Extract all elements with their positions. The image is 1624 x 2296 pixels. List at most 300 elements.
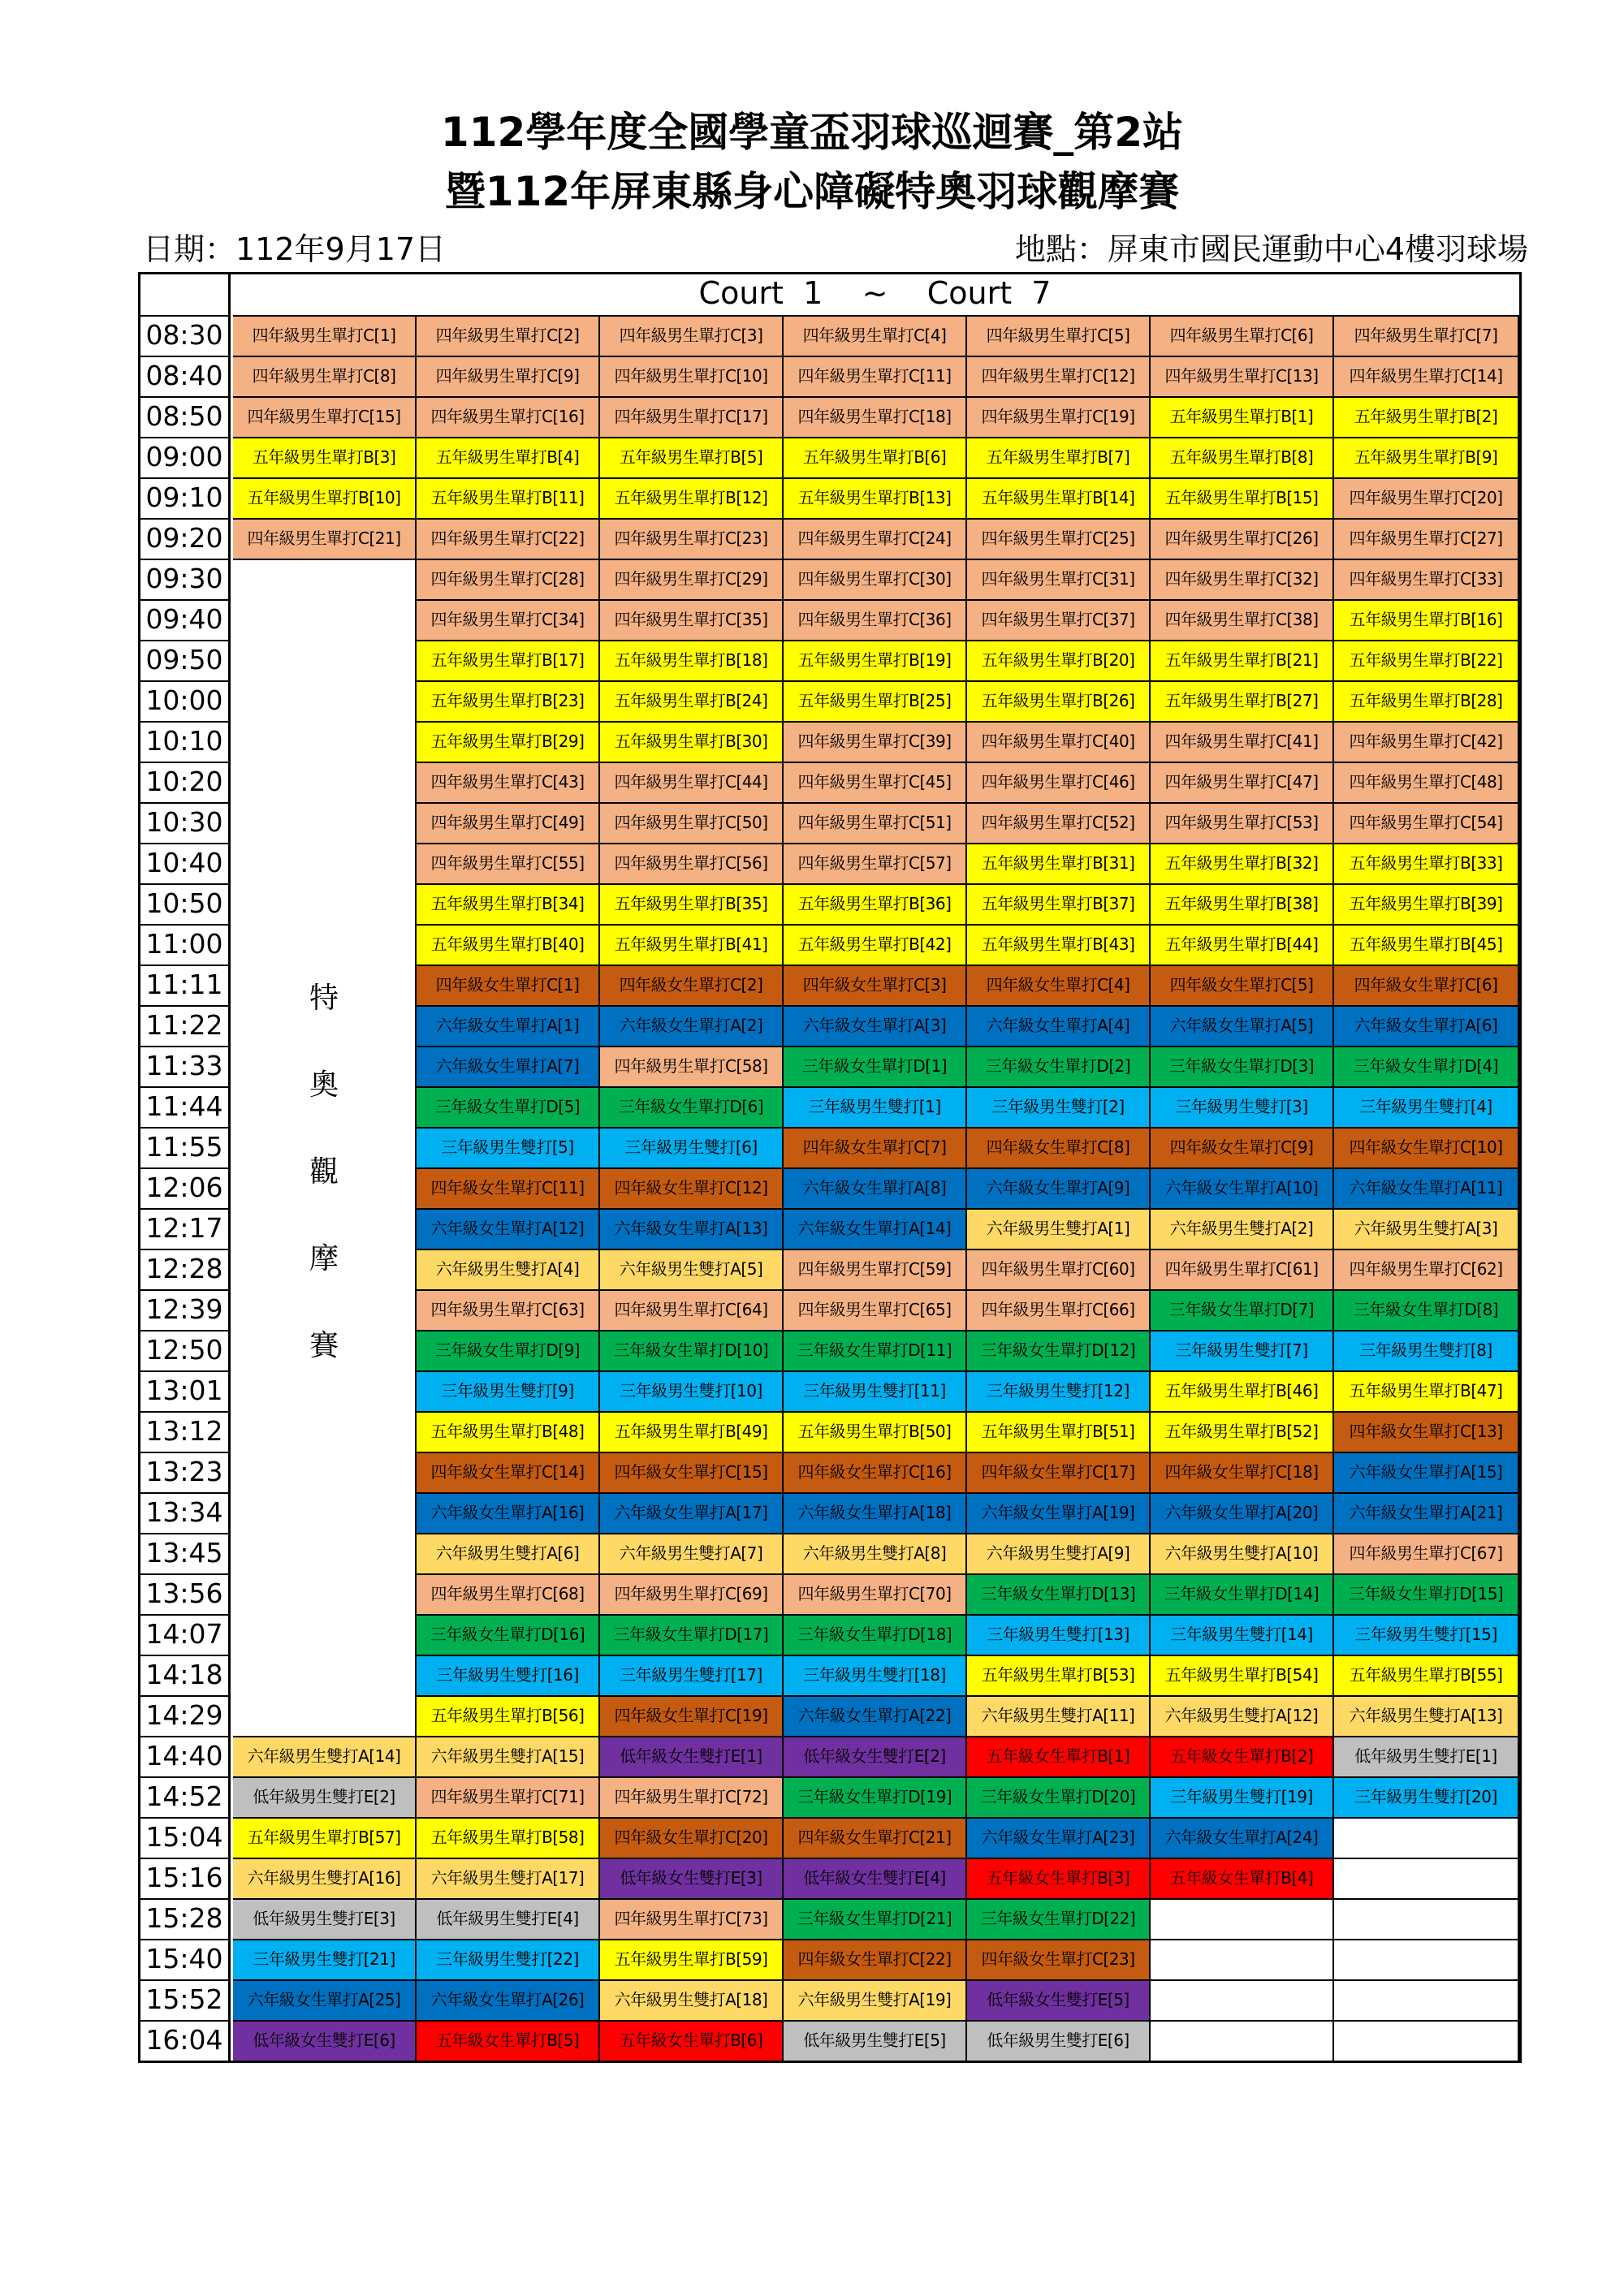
match-cell: 五年級男生單打B[10]: [233, 477, 417, 518]
match-cell: 四年級男生單打C[3]: [600, 315, 784, 356]
match-cell: 四年級男生單打C[29]: [600, 559, 784, 599]
match-cell: 五年級男生單打B[27]: [1151, 680, 1334, 721]
time-slot: 12:17: [140, 1208, 231, 1249]
time-slot: 14:52: [140, 1776, 231, 1817]
special-event-char: 摩: [309, 1242, 339, 1275]
match-cell: 四年級男生單打C[64]: [600, 1289, 784, 1330]
match-cell: 四年級男生單打C[55]: [417, 843, 600, 883]
match-cell: 六年級男生雙打A[14]: [233, 1736, 417, 1776]
match-cell: 五年級男生單打B[18]: [600, 640, 784, 680]
match-cell: 三年級男生雙打[1]: [784, 1086, 967, 1127]
match-cell: 五年級男生單打B[49]: [600, 1411, 784, 1452]
match-cell: 六年級女生單打A[13]: [600, 1208, 784, 1249]
match-cell: 五年級男生單打B[55]: [1334, 1655, 1519, 1695]
match-cell: 六年級男生雙打A[4]: [417, 1249, 600, 1289]
match-cell: 五年級女生單打B[5]: [417, 2020, 600, 2061]
match-cell: 四年級女生單打C[2]: [600, 965, 784, 1005]
special-event-char: 特: [309, 982, 339, 1015]
match-cell: 六年級女生單打A[11]: [1334, 1167, 1519, 1208]
match-cell: 三年級男生雙打[12]: [967, 1370, 1151, 1411]
match-cell: 六年級女生單打A[24]: [1151, 1817, 1334, 1858]
match-cell: 六年級女生單打A[5]: [1151, 1005, 1334, 1046]
match-cell: 四年級男生單打C[10]: [600, 356, 784, 396]
match-cell: 五年級男生單打B[11]: [417, 477, 600, 518]
time-slot: 08:40: [140, 356, 231, 396]
match-cell: 四年級男生單打C[50]: [600, 802, 784, 843]
match-cell: 四年級男生單打C[68]: [417, 1573, 600, 1614]
time-slot: 13:23: [140, 1452, 231, 1492]
match-cell: 五年級女生單打B[4]: [1151, 1858, 1334, 1898]
match-cell: 五年級男生單打B[23]: [417, 680, 600, 721]
match-cell: 三年級男生雙打[3]: [1151, 1086, 1334, 1127]
match-cell: 四年級女生單打C[5]: [1151, 965, 1334, 1005]
match-cell: 五年級女生單打B[2]: [1151, 1736, 1334, 1776]
match-cell: 低年級女生雙打E[1]: [600, 1736, 784, 1776]
match-cell: 四年級男生單打C[45]: [784, 762, 967, 802]
match-cell: 六年級女生單打A[17]: [600, 1492, 784, 1533]
match-cell: 三年級男生雙打[2]: [967, 1086, 1151, 1127]
match-cell: 三年級女生單打D[12]: [967, 1330, 1151, 1370]
match-cell: 三年級男生雙打[19]: [1151, 1776, 1334, 1817]
match-cell: 低年級男生雙打E[2]: [233, 1776, 417, 1817]
match-cell: 三年級男生雙打[15]: [1334, 1614, 1519, 1655]
match-cell: 四年級男生單打C[56]: [600, 843, 784, 883]
time-slot: 11:44: [140, 1086, 231, 1127]
match-cell: 四年級女生單打C[14]: [417, 1452, 600, 1492]
time-slot: 13:45: [140, 1533, 231, 1573]
match-cell: 六年級男生雙打A[2]: [1151, 1208, 1334, 1249]
time-slot: 13:34: [140, 1492, 231, 1533]
match-cell: 四年級男生單打C[72]: [600, 1776, 784, 1817]
match-cell: 六年級男生雙打A[7]: [600, 1533, 784, 1573]
match-cell: 三年級女生單打D[13]: [967, 1573, 1151, 1614]
match-cell: 六年級女生單打A[4]: [967, 1005, 1151, 1046]
match-cell: 四年級女生單打C[12]: [600, 1167, 784, 1208]
match-cell: 六年級男生雙打A[3]: [1334, 1208, 1519, 1249]
match-cell: 六年級女生單打A[23]: [967, 1817, 1151, 1858]
match-cell: 六年級女生單打A[15]: [1334, 1452, 1519, 1492]
match-cell: 四年級男生單打C[60]: [967, 1249, 1151, 1289]
time-slot: 09:50: [140, 640, 231, 680]
match-cell: 四年級女生單打C[15]: [600, 1452, 784, 1492]
match-cell: 六年級女生單打A[1]: [417, 1005, 600, 1046]
time-slot: 11:22: [140, 1005, 231, 1046]
court-header-row: [140, 274, 1519, 315]
match-cell: 低年級女生雙打E[5]: [967, 1979, 1151, 2020]
match-cell: 六年級男生雙打A[10]: [1151, 1533, 1334, 1573]
match-cell: 五年級男生單打B[35]: [600, 883, 784, 924]
match-cell: 四年級男生單打C[46]: [967, 762, 1151, 802]
time-slot: 09:00: [140, 437, 231, 477]
match-cell: 四年級男生單打C[34]: [417, 599, 600, 640]
match-cell: 四年級男生單打C[36]: [784, 599, 967, 640]
time-slot: 15:28: [140, 1898, 231, 1939]
match-cell: 六年級男生雙打A[15]: [417, 1736, 600, 1776]
time-slot: 10:50: [140, 883, 231, 924]
match-cell: 四年級男生單打C[35]: [600, 599, 784, 640]
match-cell: 四年級女生單打C[23]: [967, 1939, 1151, 1979]
match-cell: 三年級男生雙打[17]: [600, 1655, 784, 1695]
match-cell: 三年級男生雙打[4]: [1334, 1086, 1519, 1127]
match-cell: 四年級女生單打C[16]: [784, 1452, 967, 1492]
time-slot: 09:10: [140, 477, 231, 518]
time-slot: 10:20: [140, 762, 231, 802]
match-cell: 五年級男生單打B[22]: [1334, 640, 1519, 680]
match-cell: 六年級女生單打A[8]: [784, 1167, 967, 1208]
time-slot: 09:20: [140, 518, 231, 559]
match-cell: 六年級男生雙打A[1]: [967, 1208, 1151, 1249]
match-cell: 四年級男生單打C[2]: [417, 315, 600, 356]
time-slot: 14:07: [140, 1614, 231, 1655]
match-cell: 四年級男生單打C[26]: [1151, 518, 1334, 559]
match-cell: 四年級男生單打C[61]: [1151, 1249, 1334, 1289]
match-cell: 五年級男生單打B[56]: [417, 1695, 600, 1736]
match-cell: 三年級女生單打D[18]: [784, 1614, 967, 1655]
match-cell: 六年級男生雙打A[12]: [1151, 1695, 1334, 1736]
match-cell: 六年級男生雙打A[17]: [417, 1858, 600, 1898]
court-header-blank: [140, 274, 231, 315]
match-cell: 三年級男生雙打[6]: [600, 1127, 784, 1167]
match-cell: 五年級男生單打B[34]: [417, 883, 600, 924]
match-cell: 五年級男生單打B[46]: [1151, 1370, 1334, 1411]
match-cell: 四年級男生單打C[44]: [600, 762, 784, 802]
match-cell: 五年級男生單打B[25]: [784, 680, 967, 721]
match-cell: 五年級男生單打B[21]: [1151, 640, 1334, 680]
match-cell: 四年級男生單打C[53]: [1151, 802, 1334, 843]
match-cell: 六年級女生單打A[6]: [1334, 1005, 1519, 1046]
empty-slot: [1151, 1898, 1334, 1939]
time-slot: 12:50: [140, 1330, 231, 1370]
empty-slot: [1334, 1817, 1519, 1858]
time-slot: 11:55: [140, 1127, 231, 1167]
match-cell: 五年級男生單打B[3]: [233, 437, 417, 477]
match-cell: 三年級男生雙打[9]: [417, 1370, 600, 1411]
special-event-char: 觀: [309, 1155, 339, 1189]
special-event-char: 賽: [309, 1329, 339, 1362]
empty-slot: [1334, 1898, 1519, 1939]
match-cell: 四年級男生單打C[23]: [600, 518, 784, 559]
match-cell: 四年級男生單打C[41]: [1151, 721, 1334, 762]
match-cell: 五年級男生單打B[7]: [967, 437, 1151, 477]
match-cell: 四年級男生單打C[58]: [600, 1046, 784, 1086]
match-cell: 低年級男生雙打E[3]: [233, 1898, 417, 1939]
match-cell: 六年級男生雙打A[8]: [784, 1533, 967, 1573]
match-cell: 五年級男生單打B[50]: [784, 1411, 967, 1452]
match-cell: 三年級男生雙打[10]: [600, 1370, 784, 1411]
special-event-block: [233, 559, 417, 1736]
time-slot: 11:33: [140, 1046, 231, 1086]
match-cell: 四年級男生單打C[7]: [1334, 315, 1519, 356]
match-cell: 四年級女生單打C[17]: [967, 1452, 1151, 1492]
time-slot: 10:10: [140, 721, 231, 762]
time-slot: 12:28: [140, 1249, 231, 1289]
time-slot: 10:30: [140, 802, 231, 843]
match-cell: 三年級男生雙打[8]: [1334, 1330, 1519, 1370]
time-slot: 14:40: [140, 1736, 231, 1776]
match-cell: 六年級女生單打A[2]: [600, 1005, 784, 1046]
match-cell: 六年級女生單打A[21]: [1334, 1492, 1519, 1533]
time-slot: 15:04: [140, 1817, 231, 1858]
match-cell: 六年級女生單打A[19]: [967, 1492, 1151, 1533]
time-slot: 10:40: [140, 843, 231, 883]
match-cell: 五年級男生單打B[57]: [233, 1817, 417, 1858]
time-slot: 13:12: [140, 1411, 231, 1452]
match-cell: 四年級男生單打C[13]: [1151, 356, 1334, 396]
match-cell: 四年級男生單打C[48]: [1334, 762, 1519, 802]
match-cell: 五年級女生單打B[1]: [967, 1736, 1151, 1776]
match-cell: 四年級男生單打C[57]: [784, 843, 967, 883]
match-cell: 五年級男生單打B[37]: [967, 883, 1151, 924]
match-cell: 六年級女生單打A[18]: [784, 1492, 967, 1533]
match-cell: 五年級女生單打B[3]: [967, 1858, 1151, 1898]
match-cell: 六年級男生雙打A[5]: [600, 1249, 784, 1289]
match-cell: 五年級男生單打B[44]: [1151, 924, 1334, 965]
match-cell: 三年級女生單打D[1]: [784, 1046, 967, 1086]
match-cell: 四年級女生單打C[8]: [967, 1127, 1151, 1167]
match-cell: 四年級男生單打C[31]: [967, 559, 1151, 599]
match-cell: 三年級女生單打D[2]: [967, 1046, 1151, 1086]
match-cell: 五年級男生單打B[53]: [967, 1655, 1151, 1695]
empty-slot: [1151, 1979, 1334, 2020]
match-cell: 三年級女生單打D[19]: [784, 1776, 967, 1817]
match-cell: 五年級男生單打B[12]: [600, 477, 784, 518]
match-cell: 五年級男生單打B[24]: [600, 680, 784, 721]
match-cell: 六年級女生單打A[16]: [417, 1492, 600, 1533]
match-cell: 三年級女生單打D[22]: [967, 1898, 1151, 1939]
empty-slot: [1334, 1979, 1519, 2020]
match-cell: 四年級男生單打C[63]: [417, 1289, 600, 1330]
match-cell: 六年級男生雙打A[11]: [967, 1695, 1151, 1736]
match-cell: 六年級女生單打A[14]: [784, 1208, 967, 1249]
match-cell: 三年級男生雙打[16]: [417, 1655, 600, 1695]
time-slot: 11:00: [140, 924, 231, 965]
match-cell: 四年級男生單打C[59]: [784, 1249, 967, 1289]
match-cell: 四年級男生單打C[18]: [784, 396, 967, 437]
match-cell: 六年級男生雙打A[9]: [967, 1533, 1151, 1573]
match-cell: 三年級女生單打D[16]: [417, 1614, 600, 1655]
match-cell: 六年級女生單打A[25]: [233, 1979, 417, 2020]
match-cell: 四年級女生單打C[11]: [417, 1167, 600, 1208]
match-cell: 四年級女生單打C[19]: [600, 1695, 784, 1736]
match-cell: 五年級男生單打B[28]: [1334, 680, 1519, 721]
match-cell: 四年級女生單打C[18]: [1151, 1452, 1334, 1492]
match-cell: 三年級男生雙打[13]: [967, 1614, 1151, 1655]
match-cell: 三年級男生雙打[11]: [784, 1370, 967, 1411]
match-cell: 五年級男生單打B[6]: [784, 437, 967, 477]
match-cell: 四年級男生單打C[69]: [600, 1573, 784, 1614]
match-cell: 四年級女生單打C[3]: [784, 965, 967, 1005]
match-cell: 四年級男生單打C[21]: [233, 518, 417, 559]
match-cell: 四年級女生單打C[7]: [784, 1127, 967, 1167]
match-cell: 四年級男生單打C[54]: [1334, 802, 1519, 843]
time-slot: 15:40: [140, 1939, 231, 1979]
match-cell: 三年級女生單打D[21]: [784, 1898, 967, 1939]
match-cell: 四年級女生單打C[10]: [1334, 1127, 1519, 1167]
match-cell: 低年級女生雙打E[6]: [233, 2020, 417, 2061]
match-cell: 五年級男生單打B[20]: [967, 640, 1151, 680]
time-slot: 10:00: [140, 680, 231, 721]
match-cell: 四年級男生單打C[19]: [967, 396, 1151, 437]
match-cell: 五年級男生單打B[39]: [1334, 883, 1519, 924]
empty-slot: [1334, 1858, 1519, 1898]
time-slot: 16:04: [140, 2020, 231, 2061]
empty-slot: [1334, 1939, 1519, 1979]
match-cell: 四年級男生單打C[1]: [233, 315, 417, 356]
match-cell: 三年級女生單打D[9]: [417, 1330, 600, 1370]
match-cell: 四年級男生單打C[40]: [967, 721, 1151, 762]
match-cell: 三年級女生單打D[8]: [1334, 1289, 1519, 1330]
match-cell: 四年級男生單打C[30]: [784, 559, 967, 599]
match-cell: 五年級男生單打B[47]: [1334, 1370, 1519, 1411]
match-cell: 四年級男生單打C[15]: [233, 396, 417, 437]
time-slot: 13:01: [140, 1370, 231, 1411]
match-cell: 三年級女生單打D[17]: [600, 1614, 784, 1655]
match-cell: 低年級男生雙打E[4]: [417, 1898, 600, 1939]
match-cell: 五年級男生單打B[13]: [784, 477, 967, 518]
match-cell: 四年級男生單打C[6]: [1151, 315, 1334, 356]
event-venue: 地點：屏東市國民運動中心4樓羽球場: [1014, 231, 1528, 267]
match-cell: 三年級女生單打D[6]: [600, 1086, 784, 1127]
match-cell: 四年級女生單打C[6]: [1334, 965, 1519, 1005]
time-slot: 09:30: [140, 559, 231, 599]
match-cell: 五年級男生單打B[5]: [600, 437, 784, 477]
event-date: 日期：112年9月17日: [143, 231, 447, 267]
match-cell: 四年級女生單打C[21]: [784, 1817, 967, 1858]
match-cell: 五年級男生單打B[17]: [417, 640, 600, 680]
match-cell: 五年級男生單打B[52]: [1151, 1411, 1334, 1452]
match-cell: 五年級男生單打B[9]: [1334, 437, 1519, 477]
match-cell: 三年級女生單打D[11]: [784, 1330, 967, 1370]
match-cell: 五年級女生單打B[6]: [600, 2020, 784, 2061]
match-cell: 四年級男生單打C[16]: [417, 396, 600, 437]
match-cell: 四年級男生單打C[47]: [1151, 762, 1334, 802]
match-cell: 六年級男生雙打A[19]: [784, 1979, 967, 2020]
match-cell: 四年級男生單打C[65]: [784, 1289, 967, 1330]
match-cell: 五年級男生單打B[31]: [967, 843, 1151, 883]
match-cell: 四年級男生單打C[22]: [417, 518, 600, 559]
match-cell: 低年級男生雙打E[1]: [1334, 1736, 1519, 1776]
match-cell: 五年級男生單打B[19]: [784, 640, 967, 680]
time-slot: 09:40: [140, 599, 231, 640]
match-cell: 四年級男生單打C[14]: [1334, 356, 1519, 396]
match-cell: 四年級男生單打C[8]: [233, 356, 417, 396]
match-cell: 五年級男生單打B[14]: [967, 477, 1151, 518]
match-cell: 四年級男生單打C[73]: [600, 1898, 784, 1939]
match-cell: 六年級女生單打A[7]: [417, 1046, 600, 1086]
time-slot: 12:06: [140, 1167, 231, 1208]
match-cell: 三年級女生單打D[10]: [600, 1330, 784, 1370]
match-cell: 五年級男生單打B[45]: [1334, 924, 1519, 965]
match-cell: 三年級男生雙打[5]: [417, 1127, 600, 1167]
match-cell: 四年級男生單打C[71]: [417, 1776, 600, 1817]
match-cell: 五年級男生單打B[42]: [784, 924, 967, 965]
match-cell: 五年級男生單打B[30]: [600, 721, 784, 762]
match-cell: 四年級女生單打C[4]: [967, 965, 1151, 1005]
match-cell: 六年級女生單打A[22]: [784, 1695, 967, 1736]
match-cell: 四年級男生單打C[67]: [1334, 1533, 1519, 1573]
title-line-1: 112學年度全國學童盃羽球巡迴賽_第2站: [440, 109, 1184, 156]
empty-slot: [1334, 2020, 1519, 2061]
match-cell: 五年級男生單打B[2]: [1334, 396, 1519, 437]
time-slot: 12:39: [140, 1289, 231, 1330]
match-cell: 三年級男生雙打[18]: [784, 1655, 967, 1695]
time-slot: 14:29: [140, 1695, 231, 1736]
match-cell: 六年級女生單打A[10]: [1151, 1167, 1334, 1208]
match-cell: 六年級男生雙打A[13]: [1334, 1695, 1519, 1736]
match-cell: 四年級男生單打C[9]: [417, 356, 600, 396]
match-cell: 三年級男生雙打[7]: [1151, 1330, 1334, 1370]
match-cell: 五年級男生單打B[40]: [417, 924, 600, 965]
match-cell: 四年級男生單打C[49]: [417, 802, 600, 843]
match-cell: 四年級男生單打C[28]: [417, 559, 600, 599]
match-cell: 四年級男生單打C[11]: [784, 356, 967, 396]
match-cell: 五年級男生單打B[29]: [417, 721, 600, 762]
match-cell: 三年級女生單打D[14]: [1151, 1573, 1334, 1614]
match-cell: 五年級男生單打B[8]: [1151, 437, 1334, 477]
match-cell: 四年級男生單打C[24]: [784, 518, 967, 559]
match-cell: 四年級男生單打C[43]: [417, 762, 600, 802]
match-cell: 五年級男生單打B[59]: [600, 1939, 784, 1979]
match-cell: 四年級男生單打C[12]: [967, 356, 1151, 396]
schedule-table: [138, 272, 1522, 2063]
match-cell: 四年級男生單打C[5]: [967, 315, 1151, 356]
empty-slot: [1151, 1939, 1334, 1979]
match-cell: 五年級男生單打B[1]: [1151, 396, 1334, 437]
match-cell: 六年級女生單打A[20]: [1151, 1492, 1334, 1533]
match-cell: 四年級男生單打C[33]: [1334, 559, 1519, 599]
match-cell: 四年級女生單打C[20]: [600, 1817, 784, 1858]
match-cell: 四年級女生單打C[9]: [1151, 1127, 1334, 1167]
match-cell: 四年級男生單打C[4]: [784, 315, 967, 356]
match-cell: 三年級男生雙打[21]: [233, 1939, 417, 1979]
match-cell: 低年級女生雙打E[4]: [784, 1858, 967, 1898]
match-cell: 四年級男生單打C[32]: [1151, 559, 1334, 599]
match-cell: 六年級女生單打A[26]: [417, 1979, 600, 2020]
match-cell: 三年級男生雙打[20]: [1334, 1776, 1519, 1817]
match-cell: 六年級女生單打A[3]: [784, 1005, 967, 1046]
match-cell: 五年級男生單打B[38]: [1151, 883, 1334, 924]
match-cell: 六年級男生雙打A[6]: [417, 1533, 600, 1573]
time-slot: 14:18: [140, 1655, 231, 1695]
match-cell: 低年級女生雙打E[3]: [600, 1858, 784, 1898]
match-cell: 三年級女生單打D[20]: [967, 1776, 1151, 1817]
match-cell: 五年級男生單打B[48]: [417, 1411, 600, 1452]
match-cell: 四年級男生單打C[25]: [967, 518, 1151, 559]
match-cell: 低年級男生雙打E[6]: [967, 2020, 1151, 2061]
empty-slot: [1151, 2020, 1334, 2061]
match-cell: 四年級男生單打C[70]: [784, 1573, 967, 1614]
match-cell: 六年級男生雙打A[16]: [233, 1858, 417, 1898]
time-slot: 08:50: [140, 396, 231, 437]
match-cell: 五年級男生單打B[43]: [967, 924, 1151, 965]
time-slot: 11:11: [140, 965, 231, 1005]
match-cell: 三年級女生單打D[15]: [1334, 1573, 1519, 1614]
match-cell: 五年級男生單打B[32]: [1151, 843, 1334, 883]
match-cell: 低年級男生雙打E[5]: [784, 2020, 967, 2061]
special-event-char: 奧: [309, 1068, 339, 1102]
match-cell: 四年級男生單打C[52]: [967, 802, 1151, 843]
match-cell: 六年級女生單打A[12]: [417, 1208, 600, 1249]
match-cell: 三年級男生雙打[22]: [417, 1939, 600, 1979]
time-slot: 13:56: [140, 1573, 231, 1614]
match-cell: 五年級男生單打B[26]: [967, 680, 1151, 721]
time-slot: 15:16: [140, 1858, 231, 1898]
match-cell: 四年級男生單打C[20]: [1334, 477, 1519, 518]
match-cell: 五年級男生單打B[36]: [784, 883, 967, 924]
time-slot: 15:52: [140, 1979, 231, 2020]
match-cell: 五年級男生單打B[54]: [1151, 1655, 1334, 1695]
match-cell: 五年級男生單打B[16]: [1334, 599, 1519, 640]
